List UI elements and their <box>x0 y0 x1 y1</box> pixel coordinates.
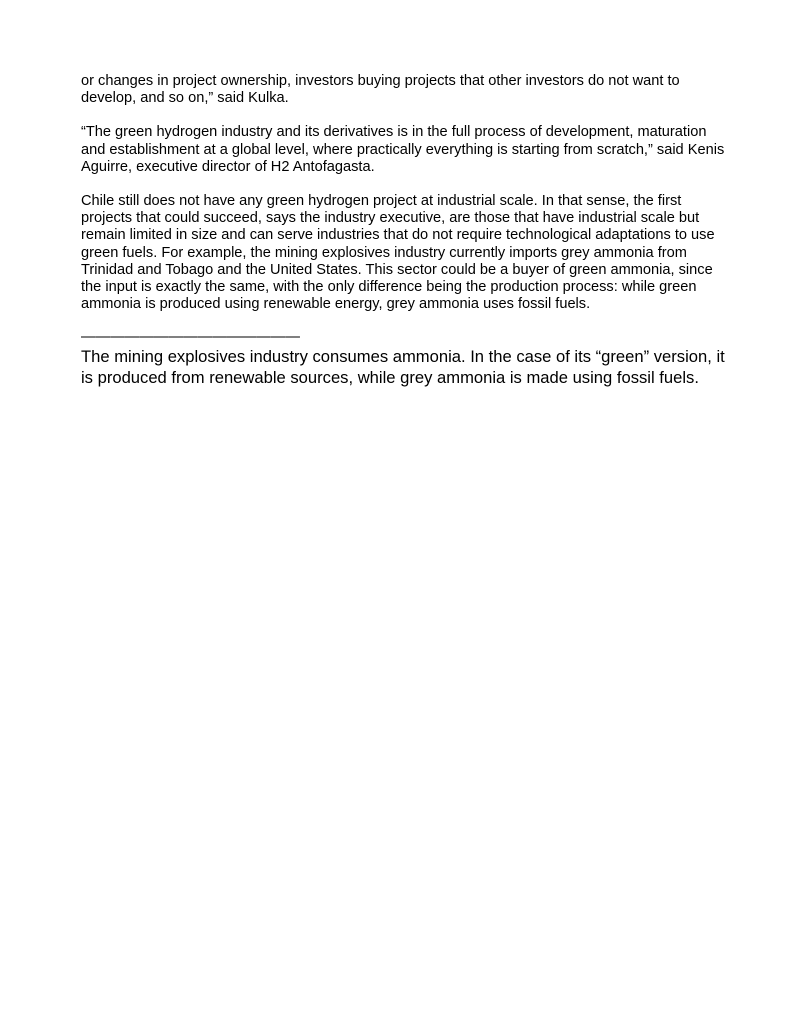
paragraph-kulka-quote: or changes in project ownership, investors buying projects that other investors do not want to develop, and so on,” said Kulka. <box>81 73 680 107</box>
document-body <box>81 73 731 388</box>
paragraph-chile-projects: Chile still does not have any green hydrogen project at industrial scale. In that sense, the first projects that could succeed, says the industry executive, are those that have industrial scale but remain limited in size and can serve industries that do not require technological adaptations to use green fuels. For example, the mining explosives industry currently imports grey ammonia from Trinidad and Tobago and the United States. This sector could be a buyer of green ammonia, since the input is exactly the same, with the only difference being the production process: while green ammonia is produced using renewable energy, grey ammonia uses fossil fuels. <box>81 193 715 313</box>
separator-line: ——————————————— <box>81 329 300 346</box>
paragraph-aguirre-quote: “The green hydrogen industry and its derivatives is in the full process of development, maturation and establishment at a global level, where practically everything is starting from scratch,” said Kenis Aguirre, executive director of H2 Antofagasta. <box>81 124 725 175</box>
photo-caption: The mining explosives industry consumes ammonia. In the case of its “green” version, it is produced from renewable sources, while grey ammonia is made using fossil fuels. <box>81 347 725 388</box>
